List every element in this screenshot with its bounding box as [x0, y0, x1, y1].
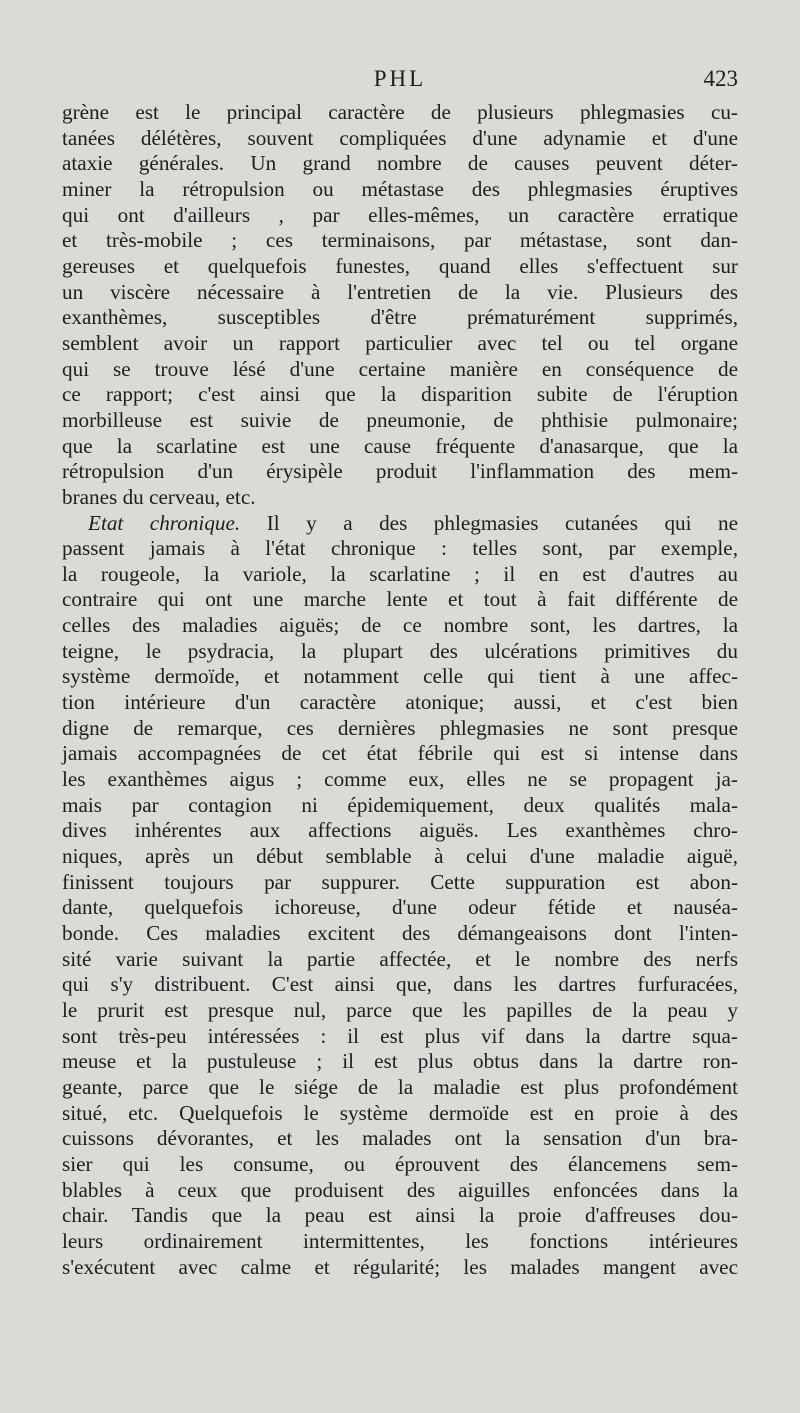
paragraph-2-first-line	[62, 511, 738, 537]
text-line: tanées délétères, souvent compliquées d'une adynamie et d'une	[62, 125, 738, 150]
text-line: gereuses et quelquefois funestes, quand elles s'effectuent sur	[62, 253, 738, 278]
text-line: tion intérieure d'un caractère atonique; aussi, et c'est bien	[62, 690, 738, 715]
text-line: sier qui les consume, ou éprouvent des élancemens sem-	[62, 1151, 738, 1176]
text-line: s'exécutent avec calme et régularité; les malades mangent avec	[62, 1254, 738, 1279]
text-line: grène est le principal caractère de plusieurs phlegmasies cu-	[62, 100, 738, 124]
text-line: finissent toujours par suppurer. Cette suppuration est abon-	[62, 869, 738, 894]
text-line: celles des maladies aiguës; de ce nombre sont, les dartres, la	[62, 613, 738, 638]
text-line: la rougeole, la variole, la scarlatine ; il en est d'autres au	[62, 561, 738, 586]
text-line: chair. Tandis que la peau est ainsi la proie d'affreuses dou-	[62, 1203, 738, 1228]
text-line: passent jamais à l'état chronique : telles sont, par exemple,	[62, 536, 738, 561]
text-line: situé, etc. Quelquefois le système dermoïde est en proie à des	[62, 1100, 738, 1125]
text-line: digne de remarque, ces dernières phlegmasies ne sont presque	[62, 715, 738, 740]
text-line: ataxie générales. Un grand nombre de causes peuvent déter-	[62, 151, 738, 176]
text-line: semblent avoir un rapport particulier avec tel ou tel organe	[62, 330, 738, 355]
text-line: qui s'y distribuent. C'est ainsi que, dans les dartres furfuracées,	[62, 972, 738, 997]
page-header	[62, 66, 738, 100]
text-line: que la scarlatine est une cause fréquente d'anasarque, que la	[62, 433, 738, 458]
body-text	[62, 100, 738, 1280]
text-line: le prurit est presque nul, parce que les papilles de la peau y	[62, 997, 738, 1022]
text-line: cuissons dévorantes, et les malades ont la sensation d'un bra-	[62, 1126, 738, 1151]
text-fragment: Il y a des phlegmasies cutanées qui ne	[240, 510, 738, 535]
text-line: qui ont d'ailleurs , par elles-mêmes, un caractère erratique	[62, 202, 738, 227]
text-line: teigne, le psydracia, la plupart des ulcérations primitives du	[62, 638, 738, 663]
text-line: morbilleuse est suivie de pneumonie, de phthisie pulmonaire;	[62, 407, 738, 432]
text-line: ce rapport; c'est ainsi que la disparition subite de l'éruption	[62, 382, 738, 407]
text-line: un viscère nécessaire à l'entretien de la vie. Plusieurs des	[62, 279, 738, 304]
section-heading-etat-chronique: Etat chronique.	[88, 510, 241, 535]
text-line: leurs ordinairement intermittentes, les fonctions intérieures	[62, 1228, 738, 1253]
text-line: qui se trouve lésé d'une certaine manière en conséquence de	[62, 356, 738, 381]
text-line: exanthèmes, susceptibles d'être prématurément supprimés,	[62, 305, 738, 330]
text-line: jamais accompagnées de cet état fébrile qui est si intense dans	[62, 741, 738, 766]
text-line: contraire qui ont une marche lente et tout à fait différente de	[62, 587, 738, 612]
running-title: PHL	[373, 66, 427, 91]
text-line: blables à ceux que produisent des aiguilles enfoncées dans la	[62, 1177, 738, 1202]
text-line: niques, après un début semblable à celui d'une maladie aiguë,	[62, 844, 738, 869]
text-line: et très-mobile ; ces terminaisons, par métastase, sont dan-	[62, 228, 738, 253]
page-number: 423	[703, 66, 738, 91]
text-line: geante, parce que le siége de la maladie est plus profondément	[62, 1074, 738, 1099]
text-line: système dermoïde, et notamment celle qui tient à une affec-	[62, 664, 738, 689]
text-line: branes du cerveau, etc.	[62, 484, 256, 509]
text-line: mais par contagion ni épidemiquement, deux qualités mala-	[62, 792, 738, 817]
text-line: sont très-peu intéressées : il est plus vif dans la dartre squa-	[62, 1023, 738, 1048]
text-line: sité varie suivant la partie affectée, et le nombre des nerfs	[62, 946, 738, 971]
text-line: rétropulsion d'un érysipèle produit l'inflammation des mem-	[62, 459, 738, 484]
text-line: les exanthèmes aigus ; comme eux, elles ne se propagent ja-	[62, 767, 738, 792]
text-line: dives inhérentes aux affections aiguës. Les exanthèmes chro-	[62, 818, 738, 843]
text-line: miner la rétropulsion ou métastase des phlegmasies éruptives	[62, 176, 738, 201]
text-line: meuse et la pustuleuse ; il est plus obtus dans la dartre ron-	[62, 1049, 738, 1074]
text-line: dante, quelquefois ichoreuse, d'une odeur fétide et nauséa-	[62, 895, 738, 920]
text-line: bonde. Ces maladies excitent des démangeaisons dont l'inten-	[62, 921, 738, 945]
